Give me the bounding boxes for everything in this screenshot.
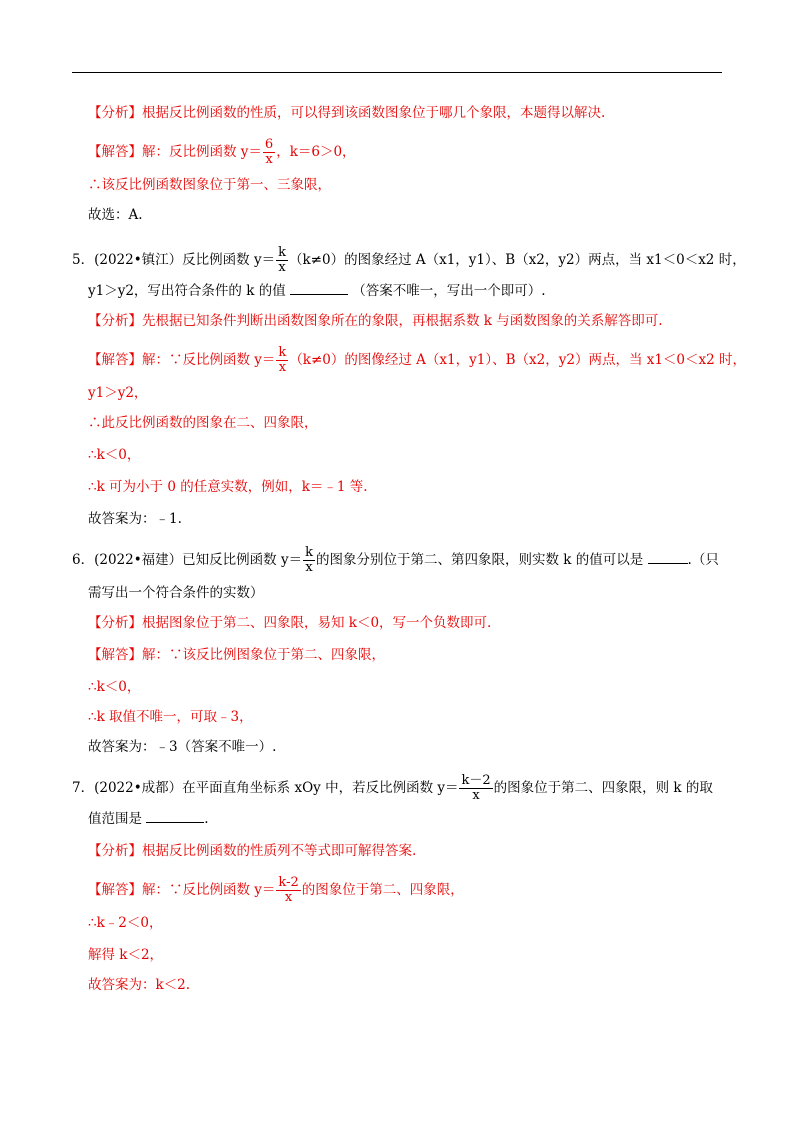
fraction: $\frac{6}{x}$ bbox=[264, 137, 274, 167]
prev-answer: 【解答】解：反比例函数 y＝ $\frac{6}{x}$ ，k＝6＞0， bbox=[88, 137, 356, 167]
fraction: $\frac{k}{x}$ bbox=[305, 545, 313, 575]
q5-line4: ∴k＜0， bbox=[88, 447, 141, 463]
fraction: $\frac{k}{x}$ bbox=[278, 345, 287, 375]
prev-line4: 故选：A. bbox=[88, 207, 143, 223]
q6-stem-2: 需写出一个符合条件的实数） bbox=[88, 585, 264, 601]
q7-stem-2: 值范围是 . bbox=[88, 811, 209, 827]
fraction: $\frac{k-2}{x}$ bbox=[461, 773, 491, 803]
q5-line3: ∴此反比例函数的图象在二、四象限， bbox=[88, 415, 318, 431]
q7-answer: 【解答】解：∵反比例函数 y＝ $\frac{k-2}{x}$ 的图象位于第二、四象限， bbox=[88, 875, 464, 905]
q6-analysis: 【分析】根据图象位于第二、四象限，易知 k＜0，写一个负数即可. bbox=[88, 615, 492, 631]
answer-blank bbox=[290, 282, 348, 295]
q6-line3: ∴k 取值不唯一，可取﹣3， bbox=[88, 709, 253, 725]
q5-line2: y1＞y2， bbox=[88, 385, 148, 401]
q5-answer: 【解答】解：∵反比例函数 y＝ $\frac{k}{x}$ （k≠0）的图像经过 A（x1，y1）、B（x2，y2）两点，当 x1＜0＜x2 时， bbox=[88, 345, 747, 375]
q5-line6: 故答案为：﹣1. bbox=[88, 511, 182, 527]
q7-line3: 解得 k＜2， bbox=[88, 947, 164, 963]
answer-blank bbox=[648, 551, 688, 564]
q5-stem: 5．(2022•镇江）反比例函数 y＝ $\frac{k}{x}$ （k≠0）的图象经过 A（x1，y1）、B（x2，y2）两点，当 x1＜0＜x2 时， bbox=[72, 245, 746, 275]
q5-line5: ∴k 可为小于 0 的任意实数，例如，k＝﹣1 等. bbox=[88, 479, 368, 495]
prev-line3: ∴该反比例函数图象位于第一、三象限， bbox=[88, 177, 331, 193]
q7-line4: 故答案为：k＜2. bbox=[88, 977, 191, 993]
prev-analysis: 【分析】根据反比例函数的性质，可以得到该函数图象位于哪几个象限，本题得以解决. bbox=[88, 105, 606, 121]
q7-analysis: 【分析】根据反比例函数的性质列不等式即可解得答案. bbox=[88, 843, 417, 859]
q7-line2: ∴k﹣2＜0， bbox=[88, 915, 163, 931]
q6-answer: 【解答】解：∵该反比例图象位于第二、四象限， bbox=[88, 647, 385, 663]
q5-stem-2: y1＞y2，写出符合条件的 k 的值 （答案不唯一，写出一个即可）. bbox=[88, 283, 546, 299]
fraction: $\frac{k}{x}$ bbox=[278, 245, 286, 275]
q6-line4: 故答案为：﹣3（答案不唯一）. bbox=[88, 739, 277, 755]
q6-stem: 6．(2022•福建）已知反比例函数 y＝ $\frac{k}{x}$ 的图象分别位于第二、第四象限，则实数 k 的值可以是 .（只 bbox=[72, 545, 719, 575]
q7-stem: 7．(2022•成都）在平面直角坐标系 xOy 中，若反比例函数 y＝ $\frac{k-2}{x}$ 的图象位于第二、四象限，则 k 的取 bbox=[72, 773, 713, 803]
fraction: $\frac{k-2}{x}$ bbox=[278, 875, 299, 905]
q6-line2: ∴k＜0， bbox=[88, 679, 141, 695]
header-rule bbox=[72, 72, 722, 73]
answer-blank bbox=[146, 810, 204, 823]
q5-analysis: 【分析】先根据已知条件判断出函数图象所在的象限，再根据系数 k 与函数图象的关系解答即可. bbox=[88, 313, 663, 329]
